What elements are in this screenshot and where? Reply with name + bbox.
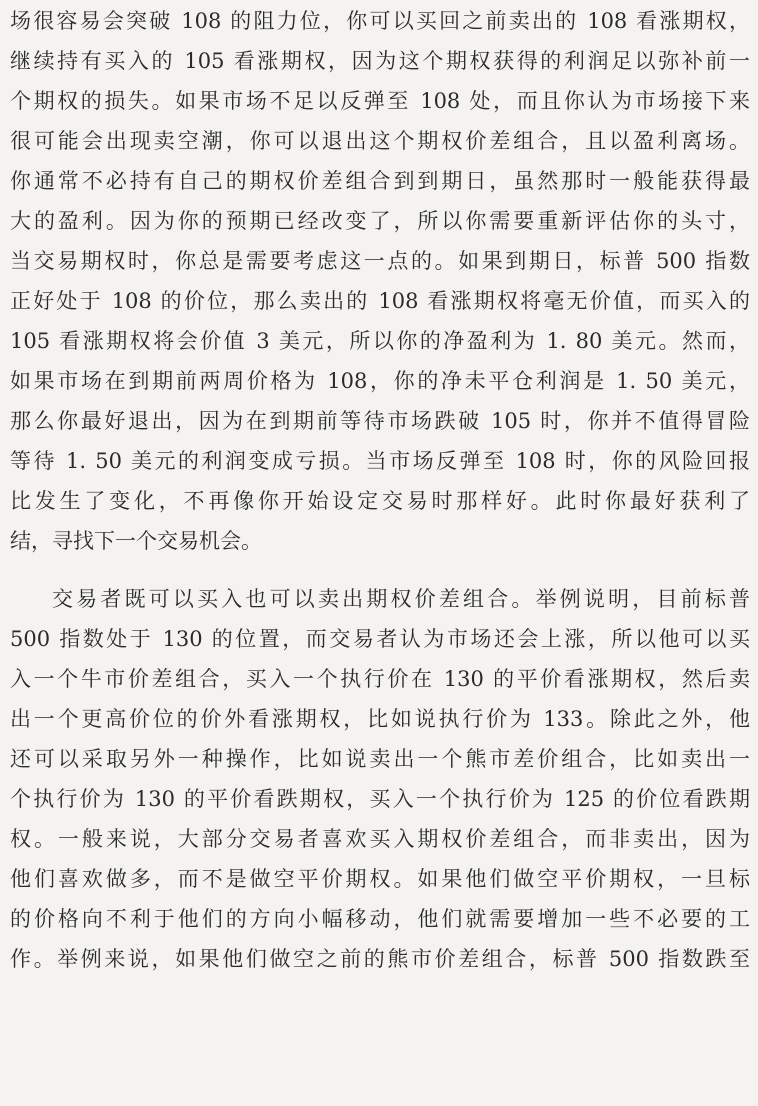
text-line: 个期权的损失。如果市场不足以反弹至 108 处，而且你认为市场接下来 bbox=[10, 89, 750, 113]
text-line: 他们喜欢做多，而不是做空平价期权。如果他们做空平价期权，一旦标 bbox=[10, 867, 750, 891]
text-line: 你通常不必持有自己的期权价差组合到到期日，虽然那时一般能获得最 bbox=[10, 169, 750, 193]
text-line: 当交易期权时，你总是需要考虑这一点的。如果到期日，标普 500 指数 bbox=[10, 249, 750, 273]
text-line: 比发生了变化，不再像你开始设定交易时那样好。此时你最好获利了 bbox=[10, 489, 750, 513]
text-line: 个执行价为 130 的平价看跌期权，买入一个执行价为 125 的价位看跌期 bbox=[10, 787, 750, 811]
text-line: 如果市场在到期前两周价格为 108，你的净未平仓利润是 1. 50 美元， bbox=[10, 369, 750, 393]
text-line: 交易者既可以买入也可以卖出期权价差组合。举例说明，目前标普 bbox=[52, 587, 750, 611]
text-line: 等待 1. 50 美元的利润变成亏损。当市场反弹至 108 时，你的风险回报 bbox=[10, 449, 750, 473]
text-line: 还可以采取另外一种操作，比如说卖出一个熊市差价组合，比如卖出一 bbox=[10, 747, 750, 771]
text-line: 结，寻找下一个交易机会。 bbox=[10, 529, 262, 553]
text-line: 的价格向不利于他们的方向小幅移动，他们就需要增加一些不必要的工 bbox=[10, 907, 750, 931]
text-line: 大的盈利。因为你的预期已经改变了，所以你需要重新评估你的头寸， bbox=[10, 209, 750, 233]
text-line: 很可能会出现卖空潮，你可以退出这个期权价差组合，且以盈利离场。 bbox=[10, 129, 750, 153]
text-line: 继续持有买入的 105 看涨期权，因为这个期权获得的利润足以弥补前一 bbox=[10, 49, 750, 73]
text-line: 105 看涨期权将会价值 3 美元，所以你的净盈利为 1. 80 美元。然而， bbox=[10, 329, 750, 353]
text-line: 那么你最好退出，因为在到期前等待市场跌破 105 时，你并不值得冒险 bbox=[10, 409, 750, 433]
text-line: 场很容易会突破 108 的阻力位，你可以买回之前卖出的 108 看涨期权， bbox=[10, 9, 750, 33]
text-line: 权。一般来说，大部分交易者喜欢买入期权价差组合，而非卖出，因为 bbox=[10, 827, 750, 851]
text-line: 出一个更高价位的价外看涨期权，比如说执行价为 133。除此之外，他 bbox=[10, 707, 750, 731]
text-line: 作。举例来说，如果他们做空之前的熊市价差组合，标普 500 指数跌至 bbox=[10, 947, 750, 971]
text-line: 500 指数处于 130 的位置，而交易者认为市场还会上涨，所以他可以买 bbox=[10, 627, 750, 651]
text-line: 正好处于 108 的价位，那么卖出的 108 看涨期权将毫无价值，而买入的 bbox=[10, 289, 750, 313]
text-line: 入一个牛市价差组合，买入一个执行价在 130 的平价看涨期权，然后卖 bbox=[10, 667, 750, 691]
